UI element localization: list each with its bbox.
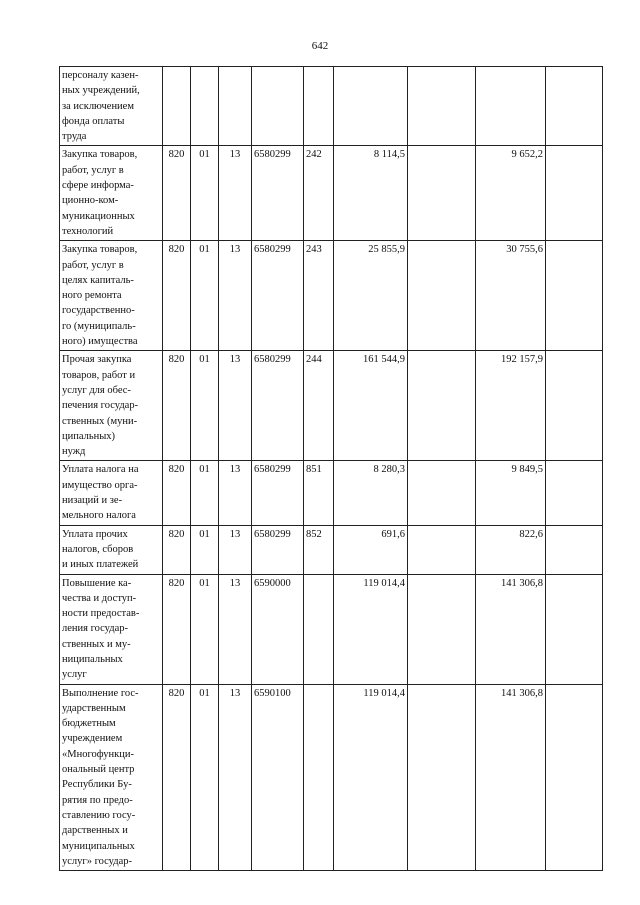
row-name-line: ционно-ком-: [62, 195, 119, 207]
rz-cell: 01: [191, 574, 219, 684]
budget-table: [59, 66, 603, 871]
row-name-line: ударственным: [62, 702, 126, 714]
empty-cell: [408, 574, 476, 684]
empty-cell: [408, 684, 476, 871]
empty-cell: [408, 146, 476, 241]
table-row: [60, 67, 603, 146]
row-name-line: мельного налога: [62, 510, 136, 522]
pr-cell: 13: [219, 684, 252, 871]
vr-cell: [304, 67, 334, 146]
sum-first-cell: 161 544,9: [334, 351, 408, 461]
ved-cell: 820: [163, 684, 191, 871]
csr-cell: 6590100: [252, 684, 304, 871]
row-name-line: дарственных и: [62, 825, 128, 837]
row-name-line: учреждением: [62, 733, 123, 745]
row-name-line: Выполнение гос-: [62, 687, 139, 699]
row-name-line: ственных (муни-: [62, 415, 138, 427]
row-name-cell: [60, 525, 163, 574]
row-name-line: нужд: [62, 446, 86, 458]
row-name-line: фонда оплаты: [62, 115, 125, 127]
row-name-line: работ, услуг в: [62, 259, 124, 271]
empty-cell: [408, 351, 476, 461]
empty-cell: [546, 67, 603, 146]
row-name-line: и иных платежей: [62, 559, 139, 571]
csr-cell: 6580299: [252, 241, 304, 351]
row-name-line: ональный центр: [62, 764, 135, 776]
rz-cell: 01: [191, 351, 219, 461]
row-name-line: услуг» государ-: [62, 855, 132, 867]
sum-first-cell: 119 014,4: [334, 684, 408, 871]
sum-second-cell: 141 306,8: [476, 684, 546, 871]
sum-second-cell: 192 157,9: [476, 351, 546, 461]
row-name-line: печения государ-: [62, 400, 139, 412]
csr-cell: 6580299: [252, 461, 304, 525]
row-name-line: ности предостав-: [62, 608, 140, 620]
row-name-line: низаций и зе-: [62, 495, 123, 507]
row-name-line: имущество орга-: [62, 479, 138, 491]
pr-cell: 13: [219, 525, 252, 574]
row-name-line: ставлению госу-: [62, 809, 136, 821]
row-name-line: Закупка товаров,: [62, 149, 138, 161]
ved-cell: 820: [163, 241, 191, 351]
table-row: [60, 461, 603, 525]
row-name-line: целях капиталь-: [62, 274, 134, 286]
row-name-line: ления государ-: [62, 623, 129, 635]
row-name-line: бюджетным: [62, 718, 116, 730]
sum-first-cell: [334, 67, 408, 146]
row-name-line: Повышение ка-: [62, 577, 132, 589]
csr-cell: 6580299: [252, 351, 304, 461]
pr-cell: [219, 67, 252, 146]
empty-cell: [546, 525, 603, 574]
row-name-line: Закупка товаров,: [62, 244, 138, 256]
rz-cell: 01: [191, 461, 219, 525]
row-name-line: товаров, работ и: [62, 369, 136, 381]
sum-first-cell: 119 014,4: [334, 574, 408, 684]
row-name-line: услуг: [62, 669, 87, 681]
sum-second-cell: 9 652,2: [476, 146, 546, 241]
pr-cell: 13: [219, 351, 252, 461]
table-row: [60, 525, 603, 574]
row-name-cell: [60, 684, 163, 871]
rz-cell: [191, 67, 219, 146]
row-name-line: персоналу казен-: [62, 70, 139, 81]
ved-cell: 820: [163, 351, 191, 461]
ved-cell: 820: [163, 146, 191, 241]
csr-cell: 6590000: [252, 574, 304, 684]
row-name-line: муникационных: [62, 210, 135, 222]
row-name-cell: [60, 461, 163, 525]
empty-cell: [546, 574, 603, 684]
row-name-cell: [60, 67, 163, 146]
empty-cell: [546, 461, 603, 525]
empty-cell: [408, 461, 476, 525]
empty-cell: [408, 241, 476, 351]
ved-cell: [163, 67, 191, 146]
empty-cell: [408, 67, 476, 146]
sum-second-cell: 30 755,6: [476, 241, 546, 351]
row-name-line: го (муниципаль-: [62, 320, 136, 332]
csr-cell: 6580299: [252, 146, 304, 241]
vr-cell: 243: [304, 241, 334, 351]
vr-cell: 244: [304, 351, 334, 461]
row-name-line: рятия по предо-: [62, 794, 133, 806]
row-name-line: технологий: [62, 225, 114, 237]
sum-second-cell: 9 849,5: [476, 461, 546, 525]
ved-cell: 820: [163, 574, 191, 684]
sum-first-cell: 25 855,9: [334, 241, 408, 351]
row-name-line: Уплата налога на: [62, 464, 139, 476]
row-name-line: труда: [62, 131, 87, 143]
table-row: [60, 574, 603, 684]
row-name-line: ственных и му-: [62, 638, 131, 650]
csr-cell: [252, 67, 304, 146]
rz-cell: 01: [191, 525, 219, 574]
row-name-cell: [60, 241, 163, 351]
row-name-line: Республики Бу-: [62, 779, 132, 791]
empty-cell: [546, 146, 603, 241]
table-row: [60, 684, 603, 871]
pr-cell: 13: [219, 146, 252, 241]
row-name-line: ных учреждений,: [62, 85, 140, 97]
empty-cell: [408, 525, 476, 574]
row-name-line: чества и доступ-: [62, 592, 137, 604]
csr-cell: 6580299: [252, 525, 304, 574]
empty-cell: [546, 241, 603, 351]
row-name-cell: [60, 146, 163, 241]
vr-cell: 242: [304, 146, 334, 241]
row-name-line: ципальных): [62, 430, 116, 442]
row-name-line: ного) имущества: [62, 336, 138, 348]
sum-first-cell: 8 280,3: [334, 461, 408, 525]
row-name-line: Прочая закупка: [62, 354, 132, 366]
row-name-line: государственно-: [62, 305, 135, 317]
row-name-cell: [60, 574, 163, 684]
pr-cell: 13: [219, 461, 252, 525]
row-name-line: ного ремонта: [62, 290, 122, 302]
sum-second-cell: [476, 67, 546, 146]
pr-cell: 13: [219, 574, 252, 684]
vr-cell: [304, 574, 334, 684]
sum-second-cell: 141 306,8: [476, 574, 546, 684]
row-name-line: работ, услуг в: [62, 164, 124, 176]
vr-cell: 852: [304, 525, 334, 574]
page-number: 642: [311, 40, 329, 52]
row-name-line: за исключением: [62, 100, 134, 112]
vr-cell: [304, 684, 334, 871]
empty-cell: [546, 351, 603, 461]
sum-second-cell: 822,6: [476, 525, 546, 574]
ved-cell: 820: [163, 525, 191, 574]
vr-cell: 851: [304, 461, 334, 525]
empty-cell: [546, 684, 603, 871]
table-row: [60, 241, 603, 351]
rz-cell: 01: [191, 684, 219, 871]
row-name-line: сфере информа-: [62, 180, 134, 192]
sum-first-cell: 691,6: [334, 525, 408, 574]
row-name-line: «Многофункци-: [62, 748, 134, 760]
row-name-line: Уплата прочих: [62, 528, 128, 540]
sum-first-cell: 8 114,5: [334, 146, 408, 241]
row-name-line: услуг для обес-: [62, 384, 131, 396]
ved-cell: 820: [163, 461, 191, 525]
row-name-line: муниципальных: [62, 840, 135, 852]
row-name-line: ниципальных: [62, 653, 123, 665]
rz-cell: 01: [191, 146, 219, 241]
row-name-line: налогов, сборов: [62, 543, 134, 555]
table-row: [60, 351, 603, 461]
rz-cell: 01: [191, 241, 219, 351]
table-row: [60, 146, 603, 241]
row-name-cell: [60, 351, 163, 461]
pr-cell: 13: [219, 241, 252, 351]
